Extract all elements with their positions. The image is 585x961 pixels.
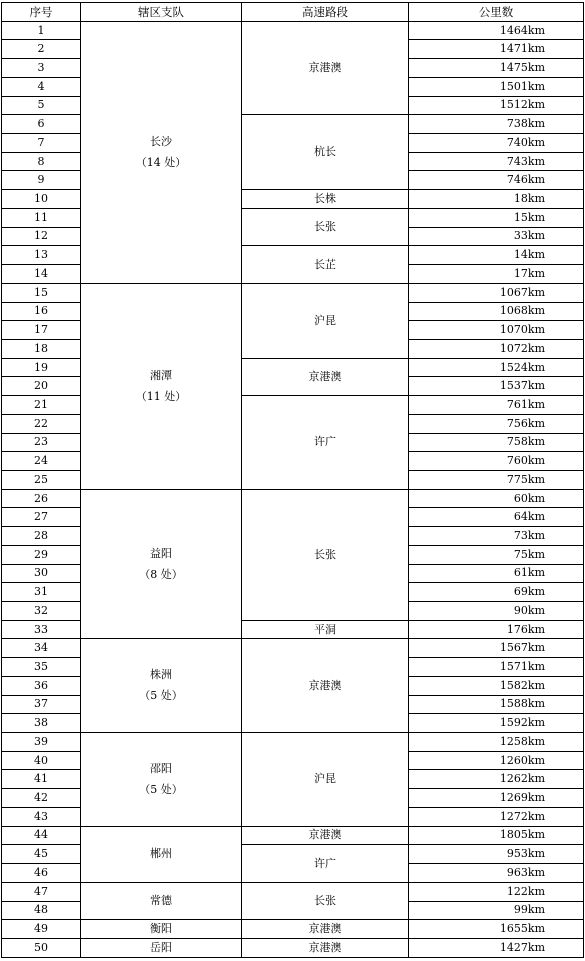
row-km: 1258km xyxy=(409,733,584,752)
row-index: 44 xyxy=(2,826,81,845)
highway-table xyxy=(1,2,584,958)
unit-count-number: 8 xyxy=(150,567,158,581)
unit-cell xyxy=(81,733,242,827)
section-cell: 京港澳 xyxy=(242,21,409,115)
unit-count-prefix: （ xyxy=(139,689,151,703)
unit-cell xyxy=(81,283,242,489)
table-row xyxy=(2,826,584,845)
section-cell: 平洞 xyxy=(242,620,409,639)
row-index: 21 xyxy=(2,396,81,415)
unit-cell xyxy=(81,938,242,957)
row-index: 16 xyxy=(2,302,81,321)
row-index: 9 xyxy=(2,171,81,190)
row-km: 60km xyxy=(409,489,584,508)
row-index: 29 xyxy=(2,545,81,564)
row-km: 1072km xyxy=(409,339,584,358)
row-index: 38 xyxy=(2,714,81,733)
row-km: 33km xyxy=(409,227,584,246)
row-km: 176km xyxy=(409,620,584,639)
row-index: 27 xyxy=(2,508,81,527)
section-cell: 长张 xyxy=(242,882,409,919)
unit-count-prefix: （ xyxy=(135,155,147,169)
unit-count-suffix: 处） xyxy=(160,155,187,169)
section-cell: 许广 xyxy=(242,396,409,490)
row-km: 1588km xyxy=(409,695,584,714)
row-index: 5 xyxy=(2,96,81,115)
row-km: 953km xyxy=(409,845,584,864)
table-row xyxy=(2,938,584,957)
row-km: 1524km xyxy=(409,358,584,377)
unit-count-prefix: （ xyxy=(135,389,147,403)
row-index: 48 xyxy=(2,901,81,920)
section-cell: 长株 xyxy=(242,190,409,209)
row-km: 1471km xyxy=(409,40,584,59)
unit-count xyxy=(81,690,241,702)
section-cell: 京港澳 xyxy=(242,639,409,733)
header-section: 高速路段 xyxy=(242,3,409,22)
unit-count-prefix: （ xyxy=(139,567,151,581)
row-km: 1068km xyxy=(409,302,584,321)
row-km: 775km xyxy=(409,470,584,489)
row-index: 33 xyxy=(2,620,81,639)
unit-cell xyxy=(81,920,242,939)
row-km: 1582km xyxy=(409,676,584,695)
unit-name: 长沙 xyxy=(150,134,172,148)
row-km: 1262km xyxy=(409,770,584,789)
unit-count-suffix: 处） xyxy=(157,567,183,581)
row-km: 17km xyxy=(409,265,584,284)
row-index: 36 xyxy=(2,676,81,695)
unit-count xyxy=(81,569,241,581)
row-index: 42 xyxy=(2,789,81,808)
unit-count-suffix: 处） xyxy=(157,782,183,796)
unit-count-number: 11 xyxy=(146,389,161,403)
unit-name: 郴州 xyxy=(150,847,172,861)
document-page xyxy=(1,2,584,959)
unit-count-prefix: （ xyxy=(139,782,151,796)
row-index: 8 xyxy=(2,152,81,171)
unit-count-number: 5 xyxy=(150,782,158,796)
row-index: 6 xyxy=(2,115,81,134)
row-index: 13 xyxy=(2,246,81,265)
row-km: 1427km xyxy=(409,938,584,957)
header-km: 公里数 xyxy=(409,3,584,22)
row-km: 73km xyxy=(409,527,584,546)
unit-name: 益阳 xyxy=(150,546,172,560)
row-index: 43 xyxy=(2,807,81,826)
row-km: 1067km xyxy=(409,283,584,302)
row-km: 1592km xyxy=(409,714,584,733)
row-index: 41 xyxy=(2,770,81,789)
unit-count-suffix: 处） xyxy=(160,389,187,403)
row-km: 14km xyxy=(409,246,584,265)
row-index: 4 xyxy=(2,77,81,96)
row-km: 1805km xyxy=(409,826,584,845)
section-cell: 杭长 xyxy=(242,115,409,190)
row-index: 50 xyxy=(2,938,81,957)
row-index: 19 xyxy=(2,358,81,377)
row-km: 69km xyxy=(409,583,584,602)
row-index: 26 xyxy=(2,489,81,508)
unit-cell xyxy=(81,489,242,639)
section-cell: 长张 xyxy=(242,208,409,245)
row-km: 758km xyxy=(409,433,584,452)
unit-cell xyxy=(81,882,242,919)
table-row xyxy=(2,733,584,752)
unit-cell xyxy=(81,826,242,882)
row-km: 740km xyxy=(409,134,584,153)
section-cell: 京港澳 xyxy=(242,826,409,845)
row-km: 90km xyxy=(409,602,584,621)
row-km: 1501km xyxy=(409,77,584,96)
row-index: 15 xyxy=(2,283,81,302)
row-km: 746km xyxy=(409,171,584,190)
row-index: 3 xyxy=(2,59,81,78)
row-km: 99km xyxy=(409,901,584,920)
row-index: 25 xyxy=(2,470,81,489)
unit-count xyxy=(81,784,241,796)
row-index: 23 xyxy=(2,433,81,452)
row-index: 10 xyxy=(2,190,81,209)
row-km: 64km xyxy=(409,508,584,527)
row-index: 14 xyxy=(2,265,81,284)
row-km: 1571km xyxy=(409,658,584,677)
row-km: 75km xyxy=(409,545,584,564)
row-index: 18 xyxy=(2,339,81,358)
row-index: 49 xyxy=(2,920,81,939)
row-km: 18km xyxy=(409,190,584,209)
row-km: 122km xyxy=(409,882,584,901)
row-km: 761km xyxy=(409,396,584,415)
row-km: 1567km xyxy=(409,639,584,658)
row-km: 1272km xyxy=(409,807,584,826)
section-cell: 沪昆 xyxy=(242,733,409,827)
row-index: 39 xyxy=(2,733,81,752)
row-km: 738km xyxy=(409,115,584,134)
row-index: 2 xyxy=(2,40,81,59)
row-index: 40 xyxy=(2,751,81,770)
row-km: 756km xyxy=(409,414,584,433)
section-cell: 许广 xyxy=(242,845,409,882)
row-index: 45 xyxy=(2,845,81,864)
unit-cell xyxy=(81,21,242,283)
row-km: 1269km xyxy=(409,789,584,808)
row-km: 963km xyxy=(409,864,584,883)
unit-count-number: 5 xyxy=(150,689,158,703)
header-row xyxy=(2,3,584,22)
unit-count xyxy=(81,391,241,403)
row-km: 1464km xyxy=(409,21,584,40)
unit-name: 衡阳 xyxy=(150,922,172,936)
row-index: 12 xyxy=(2,227,81,246)
row-index: 20 xyxy=(2,377,81,396)
row-index: 24 xyxy=(2,452,81,471)
header-index: 序号 xyxy=(2,3,81,22)
section-cell: 京港澳 xyxy=(242,938,409,957)
table-row xyxy=(2,21,584,40)
row-index: 32 xyxy=(2,602,81,621)
row-index: 46 xyxy=(2,864,81,883)
table-row xyxy=(2,283,584,302)
table-row xyxy=(2,882,584,901)
row-km: 1512km xyxy=(409,96,584,115)
row-km: 743km xyxy=(409,152,584,171)
row-km: 760km xyxy=(409,452,584,471)
header-unit: 辖区支队 xyxy=(81,3,242,22)
unit-name: 株洲 xyxy=(150,668,172,682)
section-cell: 长张 xyxy=(242,489,409,620)
row-index: 7 xyxy=(2,134,81,153)
row-index: 47 xyxy=(2,882,81,901)
row-index: 30 xyxy=(2,564,81,583)
row-km: 61km xyxy=(409,564,584,583)
row-km: 1537km xyxy=(409,377,584,396)
row-index: 35 xyxy=(2,658,81,677)
row-km: 1070km xyxy=(409,321,584,340)
row-index: 34 xyxy=(2,639,81,658)
unit-name: 常德 xyxy=(150,894,172,907)
row-km: 1655km xyxy=(409,920,584,939)
unit-name: 湘潭 xyxy=(150,368,172,382)
row-index: 17 xyxy=(2,321,81,340)
unit-count xyxy=(81,157,241,169)
row-km: 15km xyxy=(409,208,584,227)
row-km: 1260km xyxy=(409,751,584,770)
row-index: 1 xyxy=(2,21,81,40)
table-row xyxy=(2,920,584,939)
section-cell: 长芷 xyxy=(242,246,409,283)
unit-cell xyxy=(81,639,242,733)
row-index: 37 xyxy=(2,695,81,714)
row-km: 1475km xyxy=(409,59,584,78)
unit-count-number: 14 xyxy=(146,155,161,169)
unit-name: 邵阳 xyxy=(150,761,172,775)
section-cell: 沪昆 xyxy=(242,283,409,358)
row-index: 31 xyxy=(2,583,81,602)
table-row xyxy=(2,639,584,658)
table-row xyxy=(2,489,584,508)
row-index: 11 xyxy=(2,208,81,227)
section-cell: 京港澳 xyxy=(242,920,409,939)
row-index: 28 xyxy=(2,527,81,546)
row-index: 22 xyxy=(2,414,81,433)
unit-count-suffix: 处） xyxy=(157,689,183,703)
section-cell: 京港澳 xyxy=(242,358,409,395)
unit-name: 岳阳 xyxy=(150,940,172,954)
